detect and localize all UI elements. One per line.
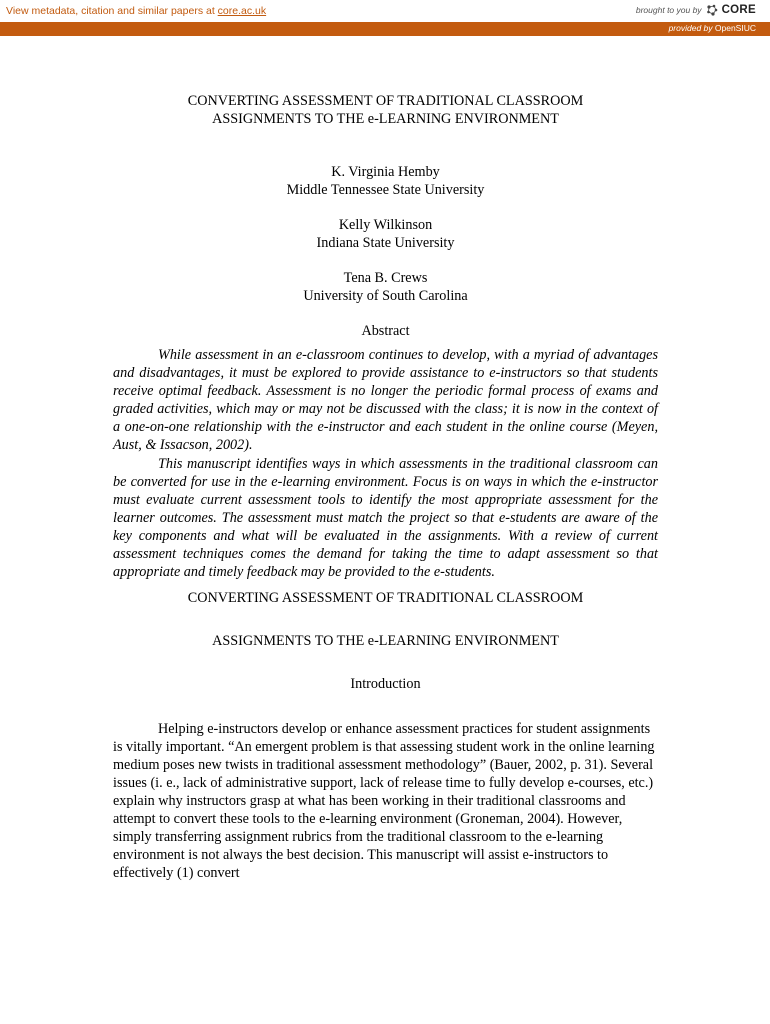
author-list [113,163,658,305]
paper-title-line-2: ASSIGNMENTS TO THE e-LEARNING ENVIRONMENT [212,111,559,127]
section-heading-line-1: CONVERTING ASSESSMENT OF TRADITIONAL CLASSROOM [187,590,584,606]
paper-title-line-1: CONVERTING ASSESSMENT OF TRADITIONAL CLASSROOM [187,93,584,109]
author-affiliation: Indiana State University [316,235,455,251]
author-affiliation: Middle Tennessee State University [286,182,485,198]
metadata-notice-text: View metadata, citation and similar papers at [6,5,218,17]
abstract-paragraph-2: This manuscript identifies ways in which assessments in the traditional classroom can be converted for use in the e-learning environment. Focus is on ways in which the e-instructor must evaluate current assessment tools to identify the most appropriate assessment for the learner outcomes. The assessment must match the project so that e-students are aware of the key components and what will be evaluated in the assignments. With a review of current assessment techniques comes the demand for taking the time to adapt assessment so that appropriate and timely feedback may be provided to the e-students. [113,456,658,580]
paper-title [113,92,658,128]
provided-by[interactable] [669,23,756,33]
metadata-notice [6,5,266,17]
core-banner [0,0,770,22]
core-link[interactable]: core.ac.uk [217,5,267,17]
core-logo-icon [705,3,719,17]
provided-by-label: provided by [668,23,715,33]
abstract-paragraph-1: While assessment in an e-classroom continues to develop, with a myriad of advantages and disadvantages, it must be explored to provide assistance to e-instructors so that students receive optimal feedback. Assessment is no longer the periodic formal process of exams and graded activities, which may or may not be discussed with the class; it is now in the context of a one-on-one relationship with the e-instructor and each student in the online course (Meyen, Aust, & Issacson, 2002). [113,347,658,453]
abstract-heading: Abstract [361,323,410,339]
author-affiliation: University of South Carolina [303,288,468,304]
abstract [113,346,658,581]
author-block [113,269,658,305]
paper-page [113,92,658,882]
section-heading-line-2: ASSIGNMENTS TO THE e-LEARNING ENVIRONMENT [212,633,559,649]
core-wordmark: CORE [721,4,756,16]
author-name: K. Virginia Hemby [331,164,440,180]
brought-by-text: brought to you by [635,5,702,15]
provider-name: OpenSIUC [714,23,756,33]
provider-bar [0,22,770,36]
author-name: Kelly Wilkinson [338,217,433,233]
author-block [113,163,658,199]
core-branding[interactable] [636,3,756,17]
author-name: Tena B. Crews [343,270,428,286]
author-block [113,216,658,252]
introduction-heading: Introduction [350,676,421,692]
introduction-paragraph: Helping e-instructors develop or enhance assessment practices for student assignments is vitally important. “An emergent problem is that assessing student work in the online learning medium poses new twists in traditional assessment methodology” (Bauer, 2002, p. 31). Several issues (i. e., lack of administrative support, lack of release time to fully develop e-courses, etc.) explain why instructors grasp at what has been working in their traditional classrooms and attempt to convert these tools to the e-learning environment (Groneman, 2004). However, simply transferring assignment rubrics from the traditional classroom to the e-learning environment is not always the best decision. This manuscript will assist e-instructors to effectively (1) convert [113,721,655,881]
